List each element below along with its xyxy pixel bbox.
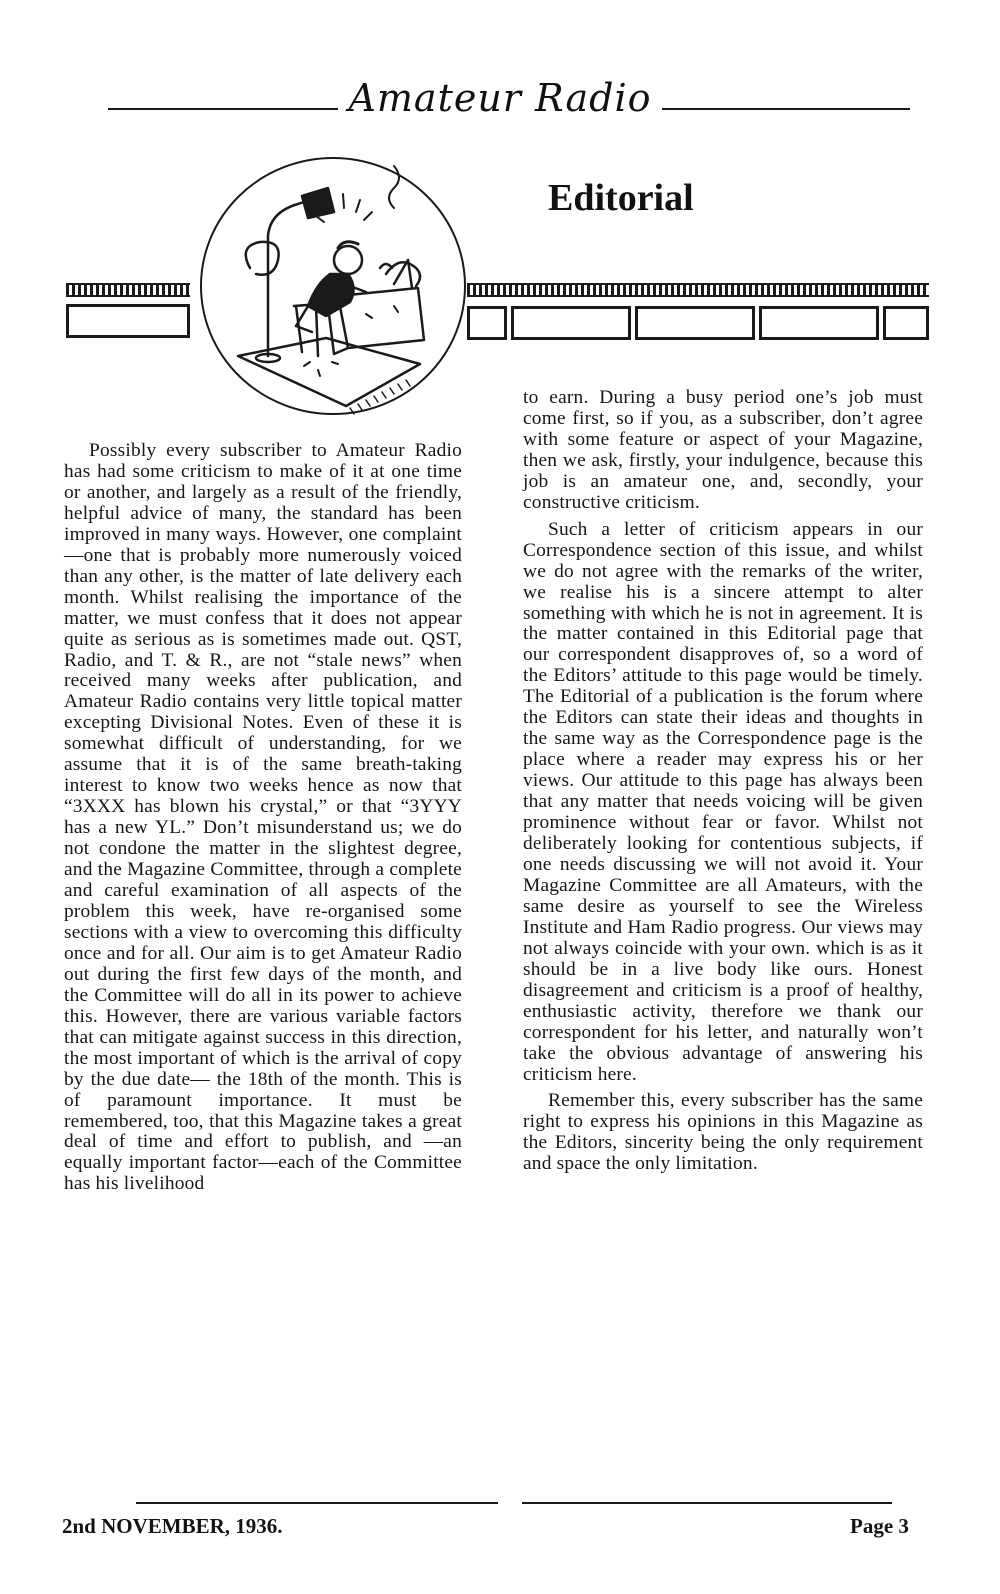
ornament-pattern-right: [467, 283, 929, 297]
masthead-title: [0, 76, 1000, 120]
masthead-title-text: Amateur Radio: [338, 76, 661, 120]
ornament-boxes-right: [467, 306, 929, 340]
ornament-box: [883, 306, 929, 340]
ornament-pattern-left: [66, 283, 190, 297]
article-paragraph: Such a letter of criticism appears in our Correspondence section of this issue, and whilst we do not agree with the remarks of the writer, we realise his is a sincere attempt to alter something with which he is not in agreement. It is the matter contained in this Editorial page that our correspondent disapproves of, so a word of the Editors’ attitude to this page would be timely. The Editorial of a publication is the forum where the Editors can state their ideas and thoughts in the same way as the Correspondence page is the place where a reader may express his or her views. Our attitude to this page has always been that any matter that needs voicing will be given prominence without fear or favor. Whilst not deliberately looking for contentious subjects, if one needs discussing we will not avoid it. Your Magazine Committee are all Amateurs, with the same desire as yourself to see the Wireless Institute and Ham Radio progress. Our views may not always coincide with your own. which is as it should be in a live body like ours. Honest disagreement and criticism is a proof of healthy, enthusiastic activity, therefore we thank our correspondent for his letter, and naturally won’t take the obvious advantage of answering his criticism here.: [523, 518, 923, 1085]
ornament-box: [759, 306, 879, 340]
article-paragraph: Possibly every subscriber to Amateur Radio has had some criticism to make of it at one time or another, and largely as a result of the friendly, helpful advice of many, the standard has been improved in many ways. However, one complaint—one that is probably more numerously voiced than any other, is the matter of late delivery each month. Whilst realising the importance of the matter, we must confess that it does not appear quite as serious as is sometimes made out. QST, Radio, and T. & R., are not “stale news” when received many weeks after publication, and Amateur Radio contains very little topical matter excepting Divisional Notes. Even of these it is somewhat difficult of understanding, for we assume that it is of the same breath-taking interest to know two weeks hence as now that “3XXX has blown his crystal,” or that “3YYY has a new YL.” Don’t misunderstand us; we do not condone the matter in the slightest degree, and the Magazine Committee, through a complete and careful examination of all aspects of the problem this week, have re-organised some sections with a view to overcoming this difficulty once and for all. Our aim is to get Amateur Radio out during the first few days of the month, and the Committee will do all in its power to achieve this. However, there are various variable factors that can mitigate against success in this direction, the most important of which is the arrival of copy by the due date— the 18th of the month. This is of paramount importance. It must be remembered, too, that this Magazine takes a great deal of time and effort to publish, and —an equally important factor—each of the Committee has his livelihood: [64, 440, 462, 1195]
ornament-box: [467, 306, 507, 340]
ornament-boxes-left: [66, 304, 190, 338]
operator-head: [334, 246, 362, 274]
ornament-box: [635, 306, 755, 340]
article-column-right: [523, 388, 923, 1175]
article-column-left: [64, 441, 462, 1195]
article-paragraph: Remember this, every subscriber has the same right to express his opinions in this Magazine as the Editors, sincerity being the only requirement and space the only limitation.: [523, 1090, 923, 1175]
page-number: Page 3: [850, 1514, 909, 1538]
operator-body: [308, 274, 354, 316]
lamp-stand: [268, 200, 310, 356]
footer-rule-left: [136, 1502, 498, 1504]
ornament-box: [511, 306, 631, 340]
ornament-box: [66, 304, 190, 338]
footer-rule-right: [522, 1502, 892, 1504]
article-paragraph: to earn. During a busy period one’s job must come first, so if you, as a subscriber, don’t agree with some feature or aspect of your Magazine, then we ask, firstly, your indulgence, because this job is an amateur one, and, secondly, your constructive criticism.: [523, 387, 923, 513]
section-title: Editorial: [548, 177, 694, 219]
radio-operator-at-desk-illustration: [198, 156, 468, 424]
issue-date: 2nd NOVEMBER, 1936.: [62, 1514, 283, 1538]
